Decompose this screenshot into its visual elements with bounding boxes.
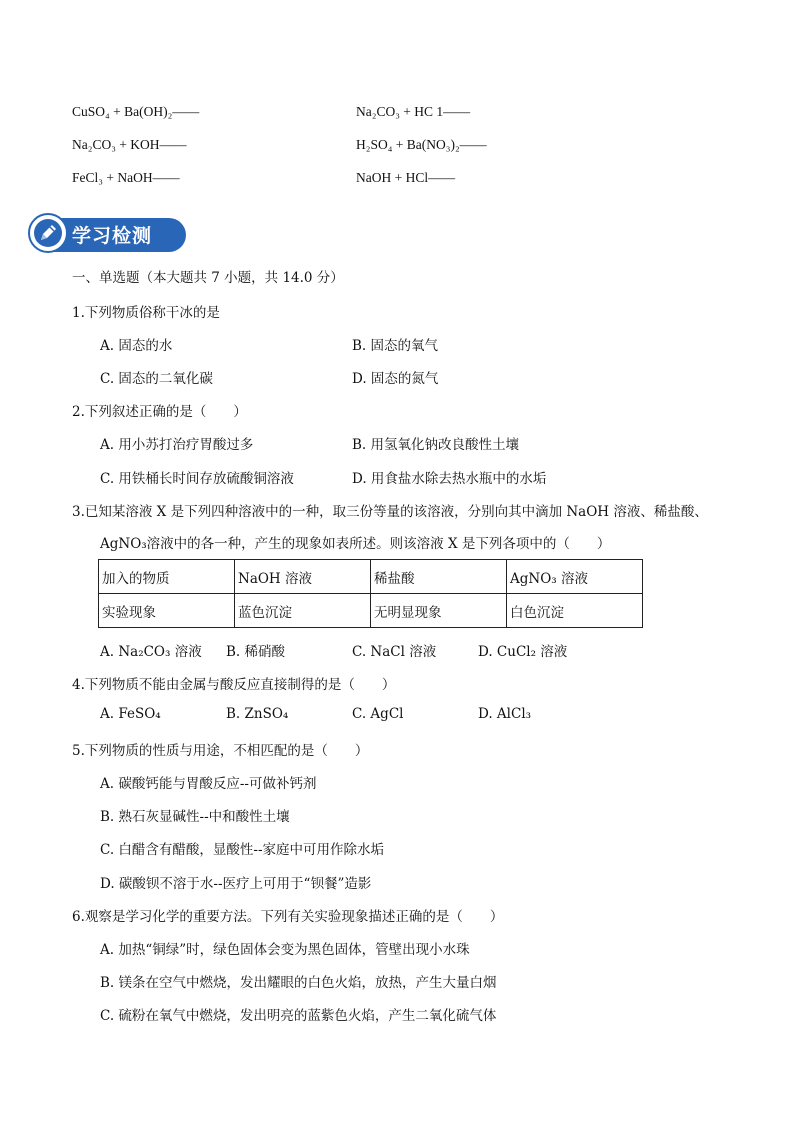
equation-right-1: Na₂CO₃ + HC 1—— xyxy=(356,104,471,119)
question-6-option-c[interactable]: C. 硫粉在氧气中燃烧，发出明亮的蓝紫色火焰，产生二氧化硫气体 xyxy=(100,1008,497,1024)
question-3-stem-line2: AgNO₃溶液中的各一种，产生的现象如表所述。则该溶液 X 是下列各项中的（ ） xyxy=(100,536,611,552)
question-2-option-b[interactable]: B. 用氢氧化钠改良酸性土壤 xyxy=(352,437,520,453)
observation-table xyxy=(98,559,643,628)
table-cell: 白色沉淀 xyxy=(507,594,643,628)
question-6-option-a[interactable]: A. 加热“铜绿”时，绿色固体会变为黑色固体，管壁出现小水珠 xyxy=(100,942,470,958)
section-heading: 一、单选题（本大题共 7 小题，共 14.0 分） xyxy=(72,270,344,286)
question-5-option-d[interactable]: D. 碳酸钡不溶于水--医疗上可用于“钡餐”造影 xyxy=(100,876,372,892)
question-4-option-b[interactable]: B. ZnSO₄ xyxy=(226,706,289,722)
question-1-option-b[interactable]: B. 固态的氧气 xyxy=(352,338,439,354)
table-cell: NaOH 溶液 xyxy=(235,560,371,594)
equation-right-2: H₂SO₄ + Ba(NO₃)₂—— xyxy=(356,137,487,152)
table-row xyxy=(99,560,643,594)
table-row xyxy=(99,594,643,628)
question-2-option-c[interactable]: C. 用铁桶长时间存放硫酸铜溶液 xyxy=(100,471,294,487)
table-cell: 蓝色沉淀 xyxy=(235,594,371,628)
question-3-option-a[interactable]: A. Na₂CO₃ 溶液 xyxy=(100,644,202,660)
question-2-option-a[interactable]: A. 用小苏打治疗胃酸过多 xyxy=(100,437,254,453)
table-cell: 加入的物质 xyxy=(99,560,235,594)
question-2-stem: 2.下列叙述正确的是（ ） xyxy=(72,404,247,420)
equation-left-2: Na₂CO₃ + KOH—— xyxy=(72,137,187,152)
question-1-stem: 1.下列物质俗称干冰的是 xyxy=(72,305,220,321)
question-6-stem: 6.观察是学习化学的重要方法。下列有关实验现象描述正确的是（ ） xyxy=(72,909,504,925)
equation-left-3: FeCl₃ + NaOH—— xyxy=(72,170,180,185)
equation-right-3: NaOH + HCl—— xyxy=(356,170,456,185)
question-3-option-d[interactable]: D. CuCl₂ 溶液 xyxy=(478,644,568,660)
table-cell: 实验现象 xyxy=(99,594,235,628)
banner-title: 学习检测 xyxy=(72,225,153,247)
question-4-stem: 4.下列物质不能由金属与酸反应直接制得的是（ ） xyxy=(72,677,396,693)
question-1-option-d[interactable]: D. 固态的氮气 xyxy=(352,371,439,387)
question-1-option-a[interactable]: A. 固态的水 xyxy=(100,338,173,354)
question-5-option-a[interactable]: A. 碳酸钙能与胃酸反应--可做补钙剂 xyxy=(100,776,317,792)
question-6-option-b[interactable]: B. 镁条在空气中燃烧，发出耀眼的白色火焰，放热，产生大量白烟 xyxy=(100,975,497,991)
question-3-stem: 3.已知某溶液 X 是下列四种溶液中的一种，取三份等量的该溶液，分别向其中滴加 NaOH 溶液、稀盐酸、 xyxy=(72,504,708,520)
table-cell: 无明显现象 xyxy=(371,594,507,628)
question-5-stem: 5.下列物质的性质与用途，不相匹配的是（ ） xyxy=(72,743,369,759)
question-3-option-b[interactable]: B. 稀硝酸 xyxy=(226,644,286,660)
equation-left-1: CuSO₄ + Ba(OH)₂—— xyxy=(72,104,200,119)
section-banner xyxy=(28,212,186,254)
question-4-option-d[interactable]: D. AlCl₃ xyxy=(478,706,532,722)
question-4-option-a[interactable]: A. FeSO₄ xyxy=(100,706,161,722)
question-5-option-c[interactable]: C. 白醋含有醋酸，显酸性--家庭中可用作除水垢 xyxy=(100,842,385,858)
question-5-option-b[interactable]: B. 熟石灰显碱性--中和酸性土壤 xyxy=(100,809,290,825)
question-3-option-c[interactable]: C. NaCl 溶液 xyxy=(352,644,437,660)
table-cell: 稀盐酸 xyxy=(371,560,507,594)
question-4-option-c[interactable]: C. AgCl xyxy=(352,706,404,722)
question-2-option-d[interactable]: D. 用食盐水除去热水瓶中的水垢 xyxy=(352,471,547,487)
pencil-icon xyxy=(28,213,68,253)
table-cell: AgNO₃ 溶液 xyxy=(507,560,643,594)
question-1-option-c[interactable]: C. 固态的二氧化碳 xyxy=(100,371,213,387)
